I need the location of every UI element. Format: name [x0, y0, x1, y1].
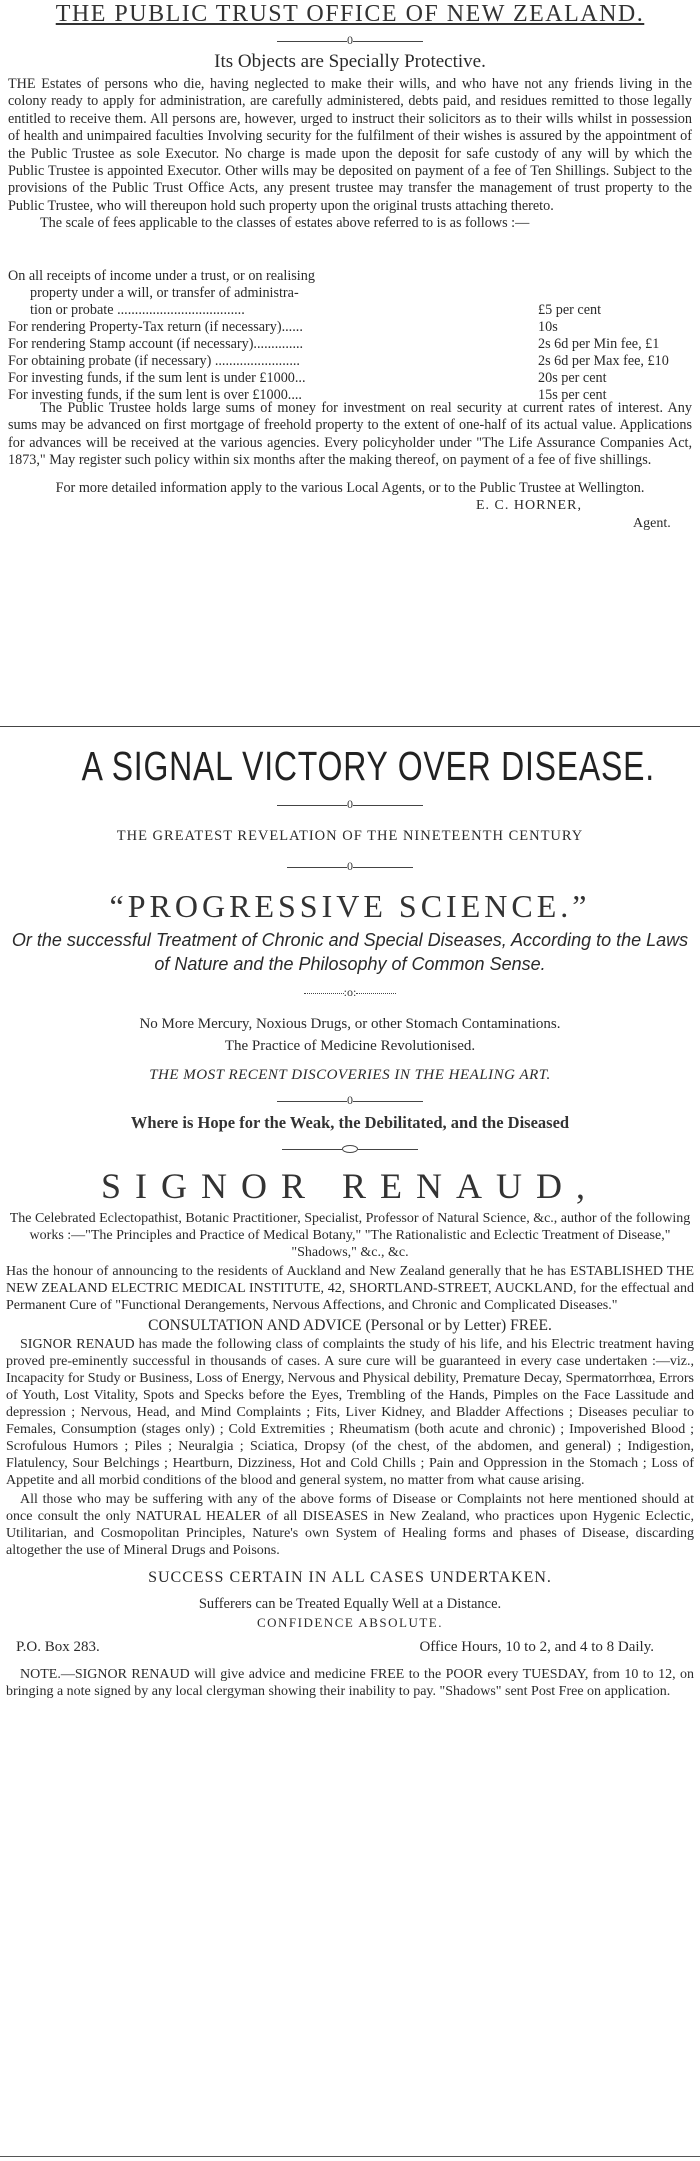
trust-signature-title: Agent.	[633, 516, 671, 532]
fee-amount: 20s per cent	[538, 370, 607, 386]
fee-row	[8, 319, 698, 336]
fee-amount: 10s	[538, 319, 558, 335]
renaud-headline: A SIGNAL VICTORY OVER DISEASE.	[81, 743, 655, 789]
ornament-small: :o:	[6, 986, 694, 998]
ornament: 0	[8, 34, 692, 46]
consultation-line: CONSULTATION AND ADVICE (Personal or by Letter) FREE.	[148, 1317, 552, 1334]
column-divider	[0, 726, 700, 727]
trust-paragraph-information: For more detailed information apply to the various Local Agents, or to the Public Trustee at Wellington.	[55, 479, 645, 496]
renaud-honour: Has the honour of announcing to the residents of Auckland and New Zealand generally that he has ESTABLISHED THE NEW ZEALAND ELECTRIC MEDICAL INSTITUTE, 42, SHORTLAND-STREET, AUCKLAND, for the effectual and Permanent Cure of "Functional Derangements, Nervous Affections, and Chronic and Complicated Diseases."	[6, 1264, 694, 1313]
fee-row	[8, 336, 698, 353]
renaud-ad	[6, 742, 694, 1700]
renaud-name: SIGNOR RENAUD,	[100, 1166, 599, 1206]
fee-item: On all receipts of income under a trust, or on realising	[8, 268, 315, 284]
fee-amount: £5 per cent	[538, 302, 602, 318]
practice-line: The Practice of Medicine Revolutionised.	[224, 1038, 476, 1054]
fee-amount: 15s per cent	[538, 387, 607, 403]
hope-line: Where is Hope for the Weak, the Debilitated, and the Diseased	[130, 1113, 570, 1132]
public-trust-ad	[8, 0, 692, 233]
renaud-note: NOTE.—SIGNOR RENAUD will give advice and medicine FREE to the POOR every TUESDAY, from 10 to 12, on bringing a note signed by any local clergyman showing their inability to pay. "Shadows" sent Post Free on application.	[6, 1667, 694, 1699]
confidence-line: CONFIDENCE ABSOLUTE.	[256, 1615, 443, 1630]
renaud-body: SIGNOR RENAUD has made the following class of complaints the study of his life, and his Electric treatment having proved pre-eminently successful in thousands of cases. A sure cure will be guaranteed in every case undertaken :—viz., Incapacity for Study or Business, Loss of Energy, Nervous and Physical debility, Premature Decay, Spermatorrhœa, Errors of Youth, Lost Vitality, Spots and Specks before the Eyes, Trembling of the Hands, Pimples on the Face Lassitude and depression ; Nervous, Head, and Mind Complaints ; Fits, Liver Kidney, and Bladder Affections ; Diseases peculiar to Females, Consumption (stages only) ; Cold Extremities ; Rheumatism (both acute and chronic) ; Impoverished Blood ; Scrofulous Humors ; Piles ; Neuralgia ; Sciatica, Dropsy (of the chest, of the abdomen, and general) ; Indigestion, Flatulency, Sour Belchings ; Heartburn, Dizziness, Hot and Cold Chills ; Pain and Oppression in the Stomach ; Loss of Appetite and all morbid conditions of the blood and general system, no matter from what cause arising.	[6, 1337, 694, 1488]
fee-row	[8, 285, 698, 302]
contact-row	[6, 1636, 694, 1658]
fee-amount	[534, 285, 698, 302]
fee-item: tion or probate ....................................	[30, 302, 245, 318]
trust-subtitle: Its Objects are Specially Protective.	[214, 51, 486, 72]
fee-item: For investing funds, if the sum lent is over £1000....	[8, 387, 302, 403]
fee-item: For investing funds, if the sum lent is under £1000...	[8, 370, 306, 386]
fee-row	[8, 268, 698, 285]
fee-item: property under a will, or transfer of administra-	[30, 285, 299, 301]
fee-item: For rendering Stamp account (if necessary)..............	[8, 336, 304, 352]
no-mercury-line: No More Mercury, Noxious Drugs, or other Stomach Contaminations.	[139, 1016, 561, 1032]
treatment-subtitle: Or the successful Treatment of Chronic and Special Diseases, According to the Laws of Nature and the Philosophy of Common Sense.	[11, 930, 689, 974]
fee-table	[8, 268, 698, 404]
fee-row	[8, 302, 698, 319]
renaud-intro: The Celebrated Eclectopathist, Botanic Practitioner, Specialist, Professor of Natural Science, &c., author of the following works :—"The Principles and Practice of Medical Botany," "The Rationalistic and Eclectic Treatment of Disease," "Shadows," &c., &c.	[9, 1211, 691, 1260]
fee-item: For rendering Property-Tax return (if necessary)......	[8, 319, 303, 335]
public-trust-ad-continued	[8, 400, 692, 533]
office-hours: Office Hours, 10 to 2, and 4 to 8 Daily.	[419, 1639, 654, 1655]
renaud-all-those: All those who may be suffering with any of the above forms of Disease or Complaints not here mentioned should at once consult the only NATURAL HEALER of all DISEASES in New Zealand, who practices upon Hygenic Eclectic, Utilitarian, and Cosmopolitan Principles, Nature's own System of Healing forms and phases of Disease, discarding altogether the use of Mineral Drugs and Poisons.	[6, 1492, 694, 1558]
fee-row	[8, 370, 698, 387]
revelation-line: THE GREATEST REVELATION OF THE NINETEENTH CENTURY	[116, 828, 584, 844]
ornament: 0	[6, 860, 694, 872]
trust-paragraph-estates: THE Estates of persons who die, having neglected to make their wills, and who have not any friends living in the colony ready to apply for administration, are carefully administered, debts paid, and residues remitted to those legally entitled to receive them. All persons are, however, urged to instruct their solicitors as to their wills whilst in possession of health and unimpaired faculties Involving security for the fulfilment of their wishes is assured by the appointment of the Public Trustee as sole Executor. No charge is made upon the deposit for safe custody of any will by which the Public Trustee is appointed Executor. Other wills may be deposited on payment of a fee of Ten Shillings. Subject to the provisions of the Public Trust Office Acts, any present trustee may transfer the management of trust property to the Public Trustee, who will thereupon hold such property upon the original trusts attaching thereto.	[8, 76, 692, 214]
fee-item: For obtaining probate (if necessary) ........................	[8, 353, 300, 369]
fee-amount: 2s 6d per Min fee, £1	[538, 336, 660, 352]
ornament: 0	[6, 798, 694, 810]
trust-paragraph-investment: The Public Trustee holds large sums of money for investment on real security at current rates of interest. Any sums may be advanced on first mortgage of freehold property to the extent of one-half of its actual value. Applications for advances will be received at the various agencies. Every policyholder under "The Life Assurance Companies Act, 1873," May register such policy within six months after the making thereof, on payment of a fee of five shillings.	[8, 400, 692, 469]
fee-row	[8, 353, 698, 370]
trust-paragraph-scale: The scale of fees applicable to the classes of estates above referred to is as follows :—	[40, 215, 530, 232]
ornament	[6, 1142, 694, 1154]
sufferers-line: Sufferers can be Treated Equally Well at a Distance.	[198, 1596, 502, 1612]
trust-title: THE PUBLIC TRUST OFFICE OF NEW ZEALAND.	[55, 1, 645, 27]
fee-amount	[534, 268, 698, 285]
discoveries-line: THE MOST RECENT DISCOVERIES IN THE HEALING ART.	[149, 1067, 551, 1083]
ornament: 0	[6, 1094, 694, 1106]
po-box: P.O. Box 283.	[16, 1639, 100, 1655]
bottom-divider	[0, 2156, 700, 2157]
success-line: SUCCESS CERTAIN IN ALL CASES UNDERTAKEN.	[148, 1569, 552, 1586]
fee-amount: 2s 6d per Max fee, £10	[538, 353, 669, 369]
trust-signature: E. C. HORNER,	[476, 498, 582, 514]
progressive-science-title: “PROGRESSIVE SCIENCE.”	[109, 888, 591, 924]
